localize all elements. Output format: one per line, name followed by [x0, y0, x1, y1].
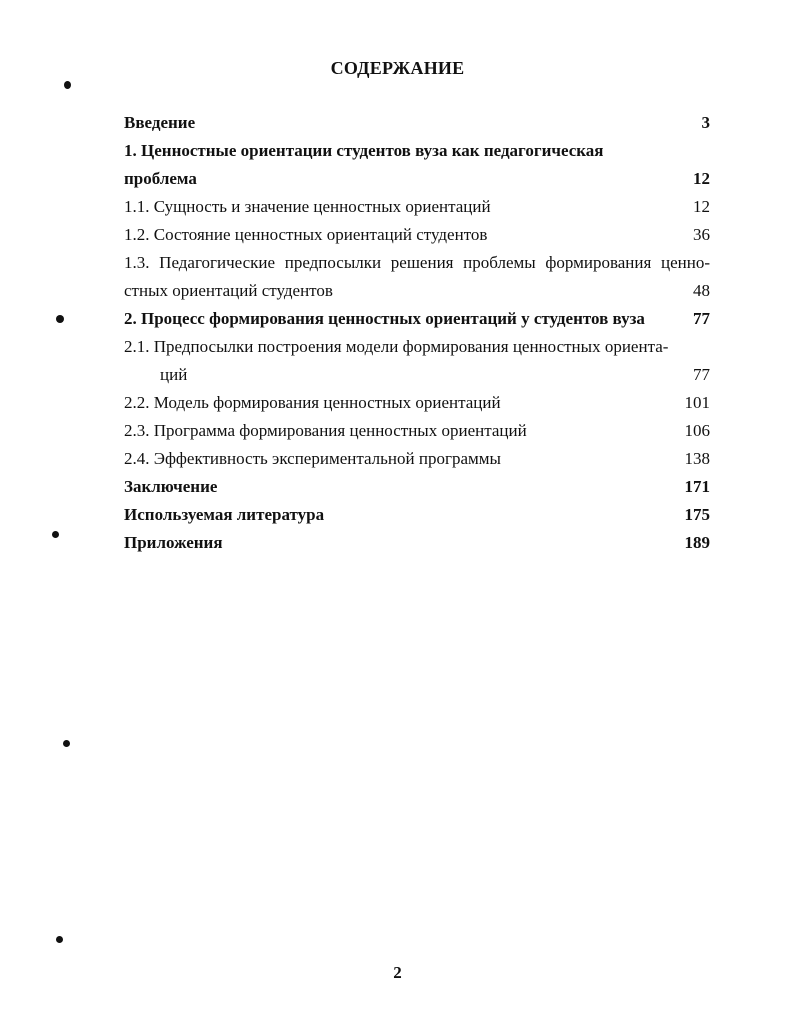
toc-entry-references [124, 503, 710, 527]
toc-entry-2-3 [124, 419, 710, 443]
toc-entry-1-3-cont [124, 279, 710, 303]
scan-speck [56, 315, 64, 323]
toc-entry-text: 1.3. Педагогические предпосылки решения проблемы формирования ценно- [124, 253, 710, 272]
toc-entry-text: 2.4. Эффективность экспериментальной программы [124, 449, 501, 468]
toc-entry-page: 106 [684, 421, 710, 440]
toc-entry-text: 1.1. Сущность и значение ценностных ориентаций [124, 197, 491, 216]
toc-entry-2-1 [124, 335, 710, 359]
page-number: 2 [393, 963, 402, 982]
toc-entry-page: 77 [693, 365, 710, 384]
toc-entry-text: 1. Ценностные ориентации студентов вуза как педагогическая [124, 141, 604, 160]
scan-speck [52, 531, 59, 538]
toc-entry-1-1 [124, 195, 710, 219]
toc-entry-page: 138 [684, 449, 710, 468]
toc-entry-text: 1.2. Состояние ценностных ориентаций студентов [124, 225, 488, 244]
scan-speck [63, 740, 70, 747]
toc-entry-introduction [124, 111, 710, 135]
toc-entry-text: 2. Процесс формирования ценностных ориентаций у студентов вуза [124, 309, 645, 328]
toc-entry-2-1-cont [124, 363, 710, 387]
toc-entry-conclusion [124, 475, 710, 499]
toc-entry-1-3 [124, 251, 710, 275]
toc-entry-1-2 [124, 223, 710, 247]
toc-entry-text: 2.3. Программа формирования ценностных ориентаций [124, 421, 527, 440]
toc-entry-chapter-1-cont [124, 167, 710, 191]
toc-entry-chapter-1 [124, 139, 710, 163]
scan-speck [56, 936, 63, 943]
page-title: СОДЕРЖАНИЕ [330, 58, 465, 78]
toc-entry-text: Введение [124, 113, 196, 132]
toc-entry-page: 175 [684, 505, 710, 524]
toc-entry-text: проблема [124, 169, 197, 188]
toc-entry-page: 77 [693, 309, 710, 328]
toc-entry-text: Используемая литература [124, 505, 325, 524]
toc-entry-page: 189 [684, 533, 710, 552]
toc-entry-2-4 [124, 447, 710, 471]
scan-speck [64, 81, 71, 89]
toc-entry-text: ций [160, 365, 188, 384]
toc-entry-text: стных ориентаций студентов [124, 281, 333, 300]
toc-entry-page: 101 [684, 393, 710, 412]
toc-entry-page: 48 [693, 281, 710, 300]
toc-entry-text: 2.1. Предпосылки построения модели формирования ценностных ориента- [124, 337, 669, 356]
toc-entry-text: 2.2. Модель формирования ценностных ориентаций [124, 393, 501, 412]
toc-entry-text: Приложения [124, 533, 223, 552]
toc-entry-appendices [124, 531, 710, 555]
toc-entry-page: 36 [693, 225, 710, 244]
toc-entry-chapter-2 [124, 307, 710, 331]
toc-entry-page: 171 [684, 477, 710, 496]
toc-entry-text: Заключение [124, 477, 218, 496]
toc-entry-2-2 [124, 391, 710, 415]
toc-entry-page: 12 [693, 169, 710, 188]
toc-entry-page: 12 [693, 197, 710, 216]
toc-entry-page: 3 [701, 113, 710, 132]
